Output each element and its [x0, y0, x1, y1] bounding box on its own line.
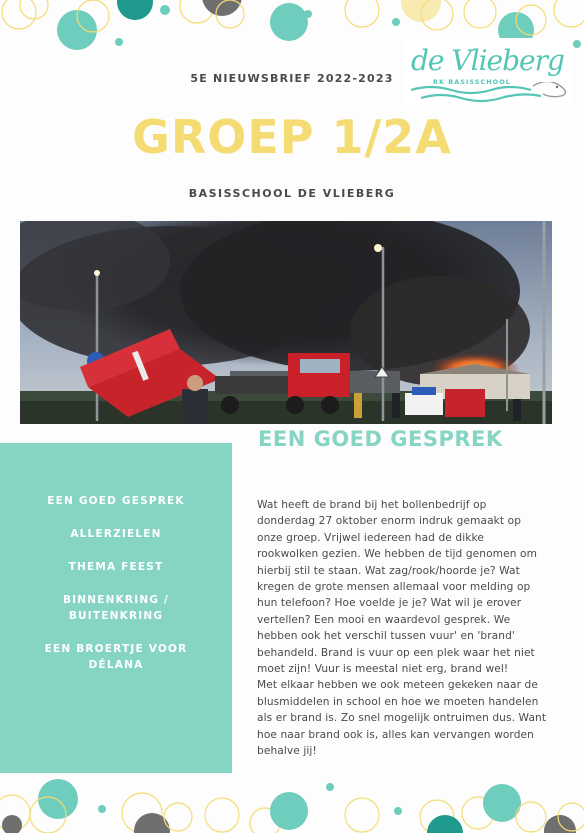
fire-photo	[20, 221, 552, 424]
page-title: GROEP 1/2A	[132, 110, 452, 164]
logo-wordmark: de Vlieberg	[411, 44, 564, 77]
toc-item-allerzielen[interactable]	[0, 526, 232, 542]
school-name: BASISSCHOOL DE VLIEBERG	[188, 187, 396, 200]
toc-item-een-goed-gesprek[interactable]	[0, 493, 232, 509]
toc-item-thema-feest[interactable]	[0, 559, 232, 575]
decorative-circles-bottom	[0, 773, 584, 833]
toc-item-label: EEN BROERTJE VOOR	[44, 643, 188, 655]
article-paragraph-1: Wat heeft de brand bij het bollenbedrijf op donderdag 27 oktober enorm indruk gemaakt op onze groep. Vrijwel iedereen had de dikke rookwolken gezien. We hebben de tijd genomen om hierbij stil te staan. Wat zag/rook/hoorde je? Wat kregen de grote mensen allemaal voor melding op hun telefoon? Hoe voelde je je? Wat wil je erover vertellen? Een mooi en waardevol gesprek. We hebben ook het verschil tussen vuur' en 'brand' behandeld. Brand is vuur op een plek waar het niet moet zijn! Vuur is meestal niet erg, brand wel!	[257, 499, 537, 676]
newsletter-issue: 5E NIEUWSBRIEF 2022-2023	[190, 72, 394, 85]
toc-item-label-line2: BUITENKRING	[68, 610, 164, 622]
toc-item-label: EEN GOED GESPREK	[47, 495, 185, 507]
toc-item-label-line2: DÉLANA	[88, 659, 144, 671]
table-of-contents	[0, 493, 232, 690]
article-paragraph-2: Met elkaar hebben we ook meteen gekeken naar de blusmiddelen in school en hoe we moeten handelen als er brand is. Zo snel mogelijk ontruimen dus. Want hoe naar brand ook is, alles kan vervangen worden behalve jij!	[257, 679, 547, 758]
toc-item-label: ALLERZIELEN	[70, 528, 162, 540]
article-title: EEN GOED GESPREK	[258, 427, 503, 451]
article-body	[257, 497, 547, 760]
fire-trucks-smoke-icon	[20, 221, 552, 424]
toc-item-label: BINNENKRING /	[62, 594, 170, 606]
toc-item-een-broertje-voor-delana[interactable]	[0, 641, 232, 673]
logo-subtitle: RK BASISSCHOOL	[433, 78, 511, 86]
toc-item-label: THEMA FEEST	[68, 561, 164, 573]
table-of-contents-panel	[0, 443, 232, 773]
toc-item-binnenkring-buitenkring[interactable]	[0, 592, 232, 624]
